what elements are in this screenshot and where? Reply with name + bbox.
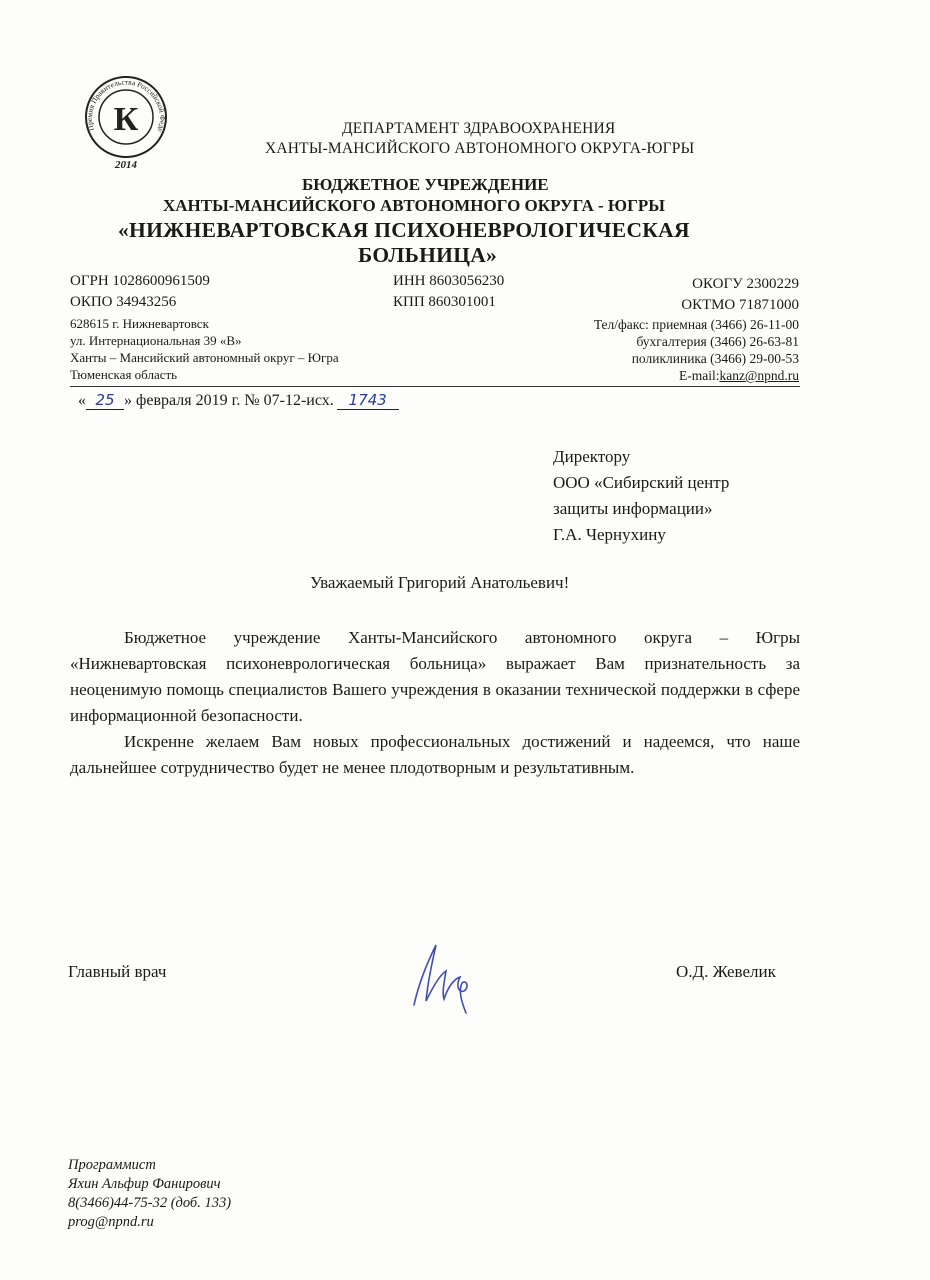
addressee-company-line1: ООО «Сибирский центр: [553, 473, 730, 492]
greeting: Уважаемый Григорий Анатольевич!: [310, 573, 570, 592]
ogrn-code: ОГРН 1028600961509: [70, 273, 210, 289]
addressee-company-line2: защиты информации»: [553, 499, 713, 518]
outgoing-number: 1743: [337, 391, 399, 410]
executor-name: Яхин Альфир Фанирович: [68, 1176, 221, 1192]
institution-title-line1: БЮДЖЕТНОЕ УЧРЕЖДЕНИЕ: [302, 175, 549, 194]
phone-clinic: поликлиника (3466) 29-00-53: [631, 351, 799, 366]
executor-email: prog@npnd.ru: [68, 1214, 154, 1230]
oktmo-code: ОКТМО 71871000: [681, 297, 799, 313]
addressee-position: Директору: [553, 447, 631, 466]
phone-accounting: бухгалтерия (3466) 26-63-81: [636, 334, 799, 349]
email-label: E-mail:: [678, 368, 720, 383]
phone-reception: Тел/факс: приемная (3466) 26-11-00: [593, 317, 799, 332]
signer-name: О.Д. Жевелик: [676, 962, 776, 981]
email-link[interactable]: kanz@npnd.ru: [719, 368, 799, 383]
okogu-code: ОКОГУ 2300229: [692, 276, 799, 292]
svg-text:2014: 2014: [115, 159, 137, 171]
svg-text:Премия Правительства Российско: Премия Правительства Российской Феде: [84, 77, 168, 134]
addressee-name: Г.А. Чернухину: [553, 525, 666, 544]
date-line: [78, 391, 399, 410]
handwritten-signature: [400, 935, 490, 1015]
kpp-code: КПП 860301001: [393, 294, 496, 310]
department-title-line1: ДЕПАРТАМЕНТ ЗДРАВООХРАНЕНИЯ: [342, 120, 616, 137]
signer-position: Главный врач: [68, 962, 167, 981]
address-line4: Тюменская область: [70, 367, 178, 382]
okpo-code: ОКПО 34943256: [70, 294, 177, 310]
address-line3: Ханты – Мансийский автономный округ – Югра: [70, 350, 339, 365]
header-divider: [70, 386, 800, 387]
svg-text:К: К: [113, 101, 139, 138]
executor-block: [68, 1156, 231, 1232]
body-paragraph-2: Искренне желаем Вам новых профессиональных достижений и надеемся, что наше дальнейшее сотрудничество будет не менее плодотворным и результативным.: [70, 732, 800, 777]
executor-phone: 8(3466)44-75-32 (доб. 133): [68, 1195, 232, 1211]
executor-role: Программист: [68, 1157, 156, 1173]
institution-title-line4: БОЛЬНИЦА»: [358, 243, 498, 267]
inn-code: ИНН 8603056230: [393, 273, 505, 289]
date-rest: » февраля 2019 г. № 07-12-исх.: [124, 392, 334, 409]
address-line1: 628615 г. Нижневартовск: [70, 316, 209, 331]
address-line2: ул. Интернациональная 39 «В»: [70, 333, 242, 348]
quality-award-logo: [78, 72, 174, 172]
addressee-block: [553, 444, 729, 548]
email-line: [679, 368, 799, 384]
institution-title-line3: «НИЖНЕВАРТОВСКАЯ ПСИХОНЕВРОЛОГИЧЕСКАЯ: [118, 218, 690, 242]
date-day: 25: [86, 391, 124, 410]
date-open-quote: «: [78, 392, 86, 409]
letter-body: [70, 625, 800, 781]
institution-title-line2: ХАНТЫ-МАНСИЙСКОГО АВТОНОМНОГО ОКРУГА - ЮГРЫ: [163, 196, 665, 215]
department-title-line2: ХАНТЫ-МАНСИЙСКОГО АВТОНОМНОГО ОКРУГА-ЮГРЫ: [265, 140, 695, 157]
body-paragraph-1: Бюджетное учреждение Ханты-Мансийского автономного округа – Югры «Нижневартовская психоневрологическая больница» выражает Вам признательность за неоценимую помощь специалистов Вашего учреждения в оказании технической поддержки в сфере информационной безопасности.: [70, 628, 800, 725]
